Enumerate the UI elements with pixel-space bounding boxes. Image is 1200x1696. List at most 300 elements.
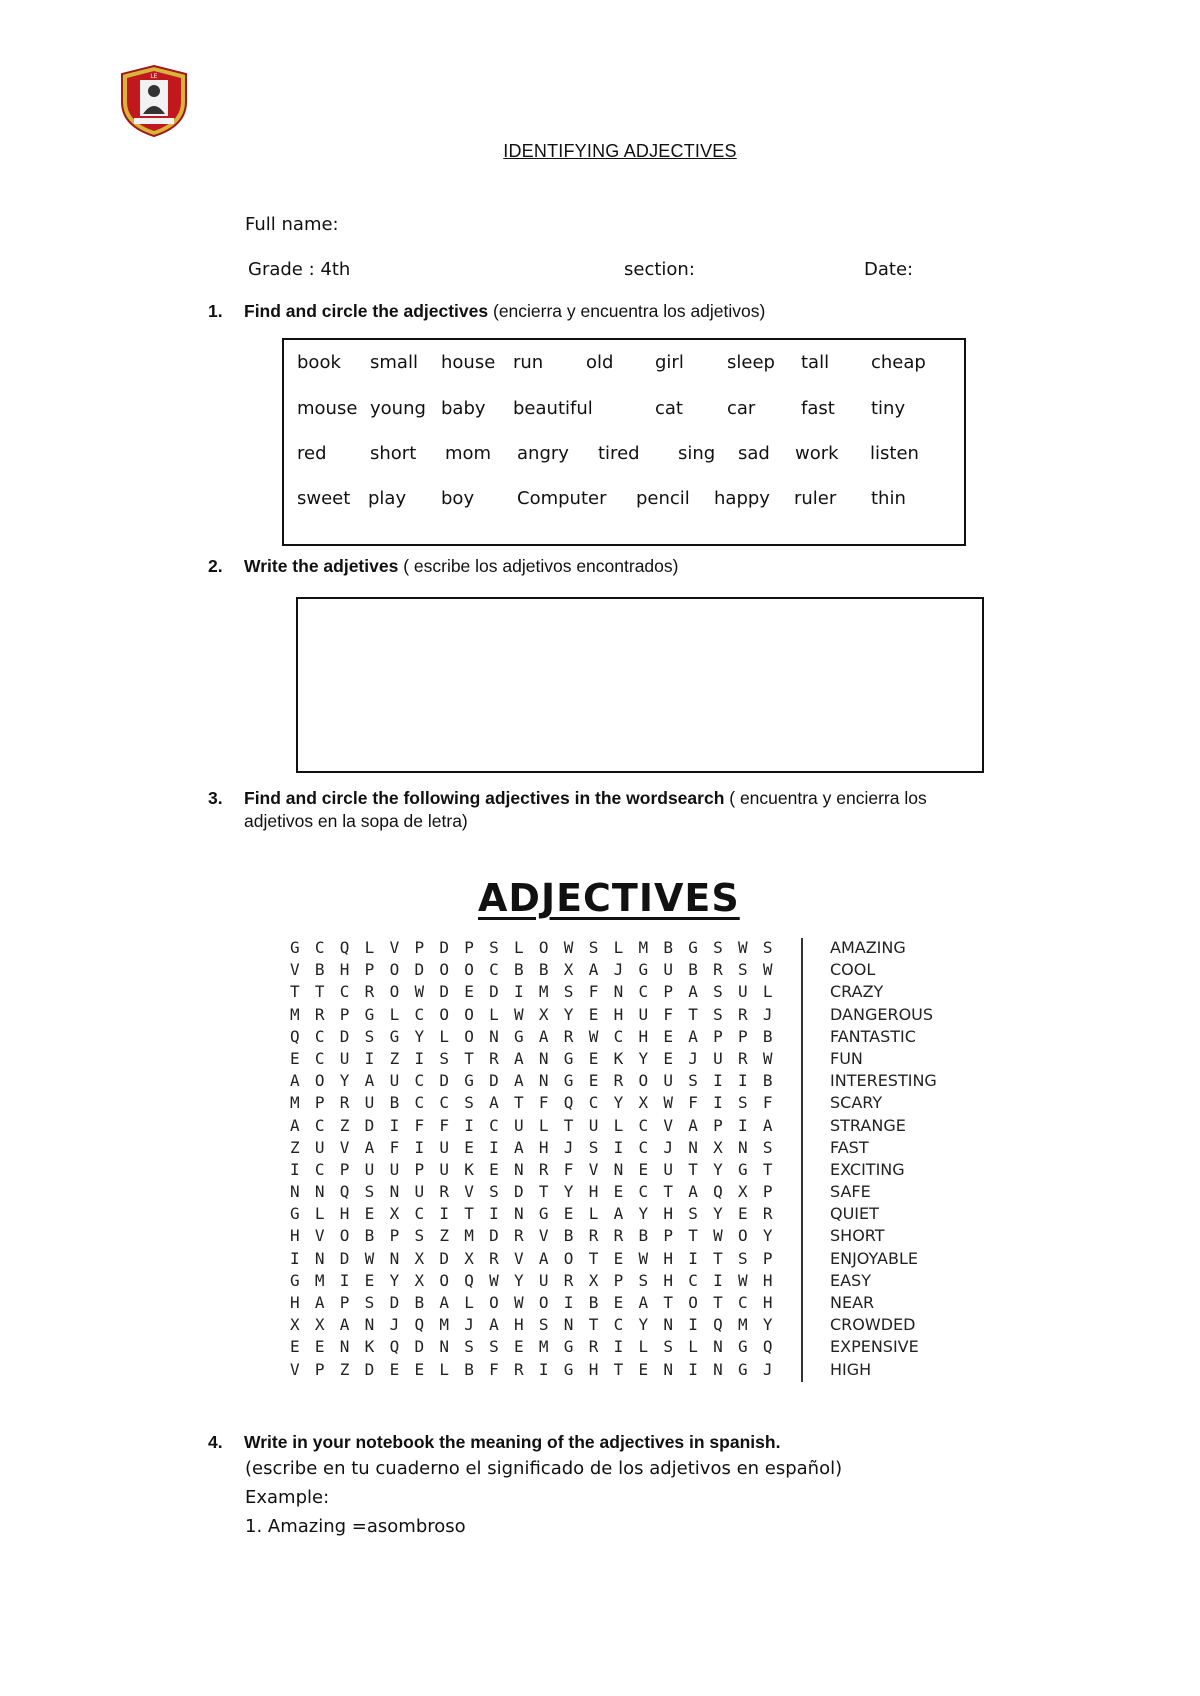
wordsearch-letter[interactable]: S <box>713 938 723 957</box>
wordsearch-letter[interactable]: P <box>339 1293 350 1312</box>
wordsearch-letter[interactable]: U <box>663 1159 673 1179</box>
wordsearch-letter[interactable]: E <box>613 1293 624 1312</box>
wordsearch-letter[interactable]: L <box>588 1204 599 1224</box>
wordsearch-letter[interactable]: M <box>290 1093 300 1113</box>
wordsearch-letter[interactable]: O <box>538 938 549 957</box>
wordsearch-letter[interactable]: L <box>389 1004 400 1024</box>
wordsearch-letter[interactable]: U <box>414 1182 425 1202</box>
wordsearch-letter[interactable]: N <box>489 1026 499 1046</box>
wordsearch-letter[interactable]: B <box>638 1226 649 1246</box>
wordsearch-letter[interactable]: M <box>314 1270 325 1290</box>
wordsearch-letter[interactable]: S <box>563 982 574 1002</box>
wordsearch-letter[interactable]: N <box>389 1248 400 1268</box>
wordsearch-letter[interactable]: U <box>663 960 673 980</box>
wordsearch-letter[interactable]: Q <box>414 1315 425 1335</box>
wordsearch-letter[interactable]: I <box>464 1115 474 1135</box>
wordsearch-letter[interactable]: T <box>538 1182 549 1202</box>
wordsearch-letter[interactable]: M <box>538 1337 549 1357</box>
answer-write-box[interactable] <box>296 597 984 773</box>
wordsearch-letter[interactable]: T <box>688 1004 698 1024</box>
wordsearch-letter[interactable]: S <box>688 1204 698 1224</box>
wordsearch-letter[interactable]: N <box>439 1337 449 1357</box>
wordsearch-letter[interactable]: D <box>439 938 449 957</box>
word-item[interactable]: listen <box>870 443 919 464</box>
word-item[interactable]: angry <box>517 443 569 464</box>
wordsearch-letter[interactable]: A <box>514 1137 524 1157</box>
wordsearch-letter[interactable]: J <box>563 1137 574 1157</box>
wordsearch-letter[interactable]: N <box>538 1071 549 1091</box>
wordsearch-letter[interactable]: K <box>613 1048 624 1068</box>
word-item[interactable]: sweet <box>297 488 351 509</box>
wordsearch-letter[interactable]: I <box>414 1137 425 1157</box>
wordsearch-letter[interactable]: X <box>738 1182 748 1202</box>
wordsearch-letter[interactable]: H <box>762 1270 773 1290</box>
wordsearch-letter[interactable]: Y <box>638 1048 649 1068</box>
wordsearch-letter[interactable]: R <box>713 960 723 980</box>
wordsearch-letter[interactable]: O <box>439 1270 449 1290</box>
wordsearch-letter[interactable]: W <box>762 1048 773 1068</box>
wordsearch-letter[interactable]: L <box>314 1204 325 1224</box>
wordsearch-letter[interactable]: I <box>738 1115 748 1135</box>
wordsearch-letter[interactable]: T <box>688 1226 698 1246</box>
wordsearch-letter[interactable]: G <box>738 1337 748 1357</box>
wordsearch-letter[interactable]: C <box>314 1159 325 1179</box>
wordsearch-letter[interactable]: W <box>663 1093 673 1113</box>
wordsearch-letter[interactable]: Y <box>389 1270 400 1290</box>
wordsearch-letter[interactable]: Z <box>339 1115 350 1135</box>
word-item[interactable]: tired <box>598 443 640 464</box>
wordsearch-letter[interactable]: G <box>688 938 698 957</box>
wordsearch-letter[interactable]: T <box>613 1359 624 1379</box>
wordsearch-letter[interactable]: Y <box>713 1159 723 1179</box>
wordsearch-letter[interactable]: W <box>638 1248 649 1268</box>
wordsearch-letter[interactable]: A <box>290 1071 300 1091</box>
wordsearch-letter[interactable]: M <box>738 1315 748 1335</box>
wordsearch-letter[interactable]: N <box>314 1248 325 1268</box>
wordsearch-letter[interactable]: H <box>638 1026 649 1046</box>
wordsearch-letter[interactable]: G <box>563 1337 574 1357</box>
wordsearch-letter[interactable]: M <box>464 1226 474 1246</box>
wordsearch-letter[interactable]: U <box>364 1093 375 1113</box>
wordsearch-letter[interactable]: C <box>688 1270 698 1290</box>
wordsearch-letter[interactable]: S <box>588 1137 599 1157</box>
wordsearch-letter[interactable]: M <box>439 1315 449 1335</box>
wordsearch-letter[interactable]: I <box>688 1359 698 1379</box>
wordsearch-letter[interactable]: I <box>713 1071 723 1091</box>
wordsearch-letter[interactable]: V <box>290 1359 300 1379</box>
wordsearch-letter[interactable]: X <box>414 1248 425 1268</box>
wordsearch-letter[interactable]: I <box>489 1137 499 1157</box>
wordsearch-letter[interactable]: L <box>364 938 375 957</box>
wordsearch-letter[interactable]: S <box>713 982 723 1002</box>
wordsearch-letter[interactable]: Y <box>638 1315 649 1335</box>
wordsearch-letter[interactable]: S <box>638 1270 649 1290</box>
wordsearch-letter[interactable]: A <box>514 1071 524 1091</box>
wordsearch-letter[interactable]: I <box>339 1270 350 1290</box>
wordsearch-letter[interactable]: C <box>314 1026 325 1046</box>
wordsearch-letter[interactable]: E <box>663 1048 673 1068</box>
wordsearch-letter[interactable]: R <box>738 1048 748 1068</box>
wordsearch-letter[interactable]: B <box>538 960 549 980</box>
wordsearch-letter[interactable]: C <box>613 1026 624 1046</box>
wordsearch-letter[interactable]: G <box>389 1026 400 1046</box>
wordsearch-letter[interactable]: S <box>663 1337 673 1357</box>
wordsearch-letter[interactable]: H <box>613 1004 624 1024</box>
wordsearch-letter[interactable]: M <box>638 938 649 957</box>
wordsearch-letter[interactable]: X <box>588 1270 599 1290</box>
wordsearch-letter[interactable]: D <box>489 1071 499 1091</box>
word-item[interactable]: thin <box>871 488 906 509</box>
wordsearch-letter[interactable]: S <box>738 1248 748 1268</box>
wordsearch-letter[interactable]: N <box>514 1159 524 1179</box>
wordsearch-letter[interactable]: Z <box>339 1359 350 1379</box>
wordsearch-letter[interactable]: H <box>663 1248 673 1268</box>
wordsearch-letter[interactable]: B <box>514 960 524 980</box>
wordsearch-letter[interactable]: J <box>613 960 624 980</box>
wordsearch-letter[interactable]: L <box>464 1293 474 1312</box>
wordsearch-letter[interactable]: L <box>613 1115 624 1135</box>
wordsearch-letter[interactable]: D <box>514 1182 524 1202</box>
wordsearch-letter[interactable]: I <box>389 1115 400 1135</box>
wordsearch-letter[interactable]: C <box>638 1115 649 1135</box>
wordsearch-letter[interactable]: C <box>314 938 325 957</box>
wordsearch-letter[interactable]: O <box>464 960 474 980</box>
wordsearch-letter[interactable]: S <box>364 1293 375 1312</box>
wordsearch-letter[interactable]: I <box>713 1093 723 1113</box>
wordsearch-letter[interactable]: C <box>414 1204 425 1224</box>
wordsearch-letter[interactable]: U <box>339 1048 350 1068</box>
wordsearch-letter[interactable]: U <box>389 1071 400 1091</box>
wordsearch-letter[interactable]: A <box>364 1137 375 1157</box>
wordsearch-letter[interactable]: N <box>613 1159 624 1179</box>
wordsearch-letter[interactable]: C <box>414 1004 425 1024</box>
wordsearch-letter[interactable]: X <box>538 1004 549 1024</box>
wordsearch-letter[interactable]: N <box>738 1137 748 1157</box>
wordsearch-letter[interactable]: A <box>538 1026 549 1046</box>
wordsearch-letter[interactable]: N <box>713 1359 723 1379</box>
wordsearch-letter[interactable]: S <box>588 938 599 957</box>
wordsearch-letter[interactable]: N <box>613 982 624 1002</box>
wordsearch-letter[interactable]: O <box>489 1293 499 1312</box>
wordsearch-letter[interactable]: V <box>663 1115 673 1135</box>
wordsearch-letter[interactable]: N <box>514 1204 524 1224</box>
wordsearch-letter[interactable]: Q <box>389 1337 400 1357</box>
wordsearch-letter[interactable]: A <box>514 1048 524 1068</box>
wordsearch-letter[interactable]: N <box>290 1182 300 1202</box>
wordsearch-letter[interactable]: G <box>290 1270 300 1290</box>
wordsearch-letter[interactable]: W <box>514 1004 524 1024</box>
wordsearch-letter[interactable]: Y <box>339 1071 350 1091</box>
wordsearch-letter[interactable]: D <box>439 1071 449 1091</box>
wordsearch-letter[interactable]: A <box>489 1315 499 1335</box>
wordsearch-letter[interactable]: I <box>613 1137 624 1157</box>
wordsearch-letter[interactable]: I <box>439 1204 449 1224</box>
wordsearch-letter[interactable]: E <box>588 1048 599 1068</box>
wordsearch-letter[interactable]: D <box>489 1226 499 1246</box>
wordsearch-letter[interactable]: J <box>464 1315 474 1335</box>
wordsearch-letter[interactable]: D <box>339 1026 350 1046</box>
wordsearch-letter[interactable]: E <box>464 982 474 1002</box>
wordsearch-letter[interactable]: S <box>489 1337 499 1357</box>
wordsearch-letter[interactable]: T <box>663 1293 673 1312</box>
wordsearch-letter[interactable]: L <box>613 938 624 957</box>
wordsearch-letter[interactable]: R <box>514 1359 524 1379</box>
wordsearch-letter[interactable]: L <box>439 1359 449 1379</box>
wordsearch-letter[interactable]: G <box>514 1026 524 1046</box>
wordsearch-letter[interactable]: E <box>290 1337 300 1357</box>
wordsearch-letter[interactable]: T <box>514 1093 524 1113</box>
wordsearch-letter[interactable]: I <box>364 1048 375 1068</box>
word-item[interactable]: tall <box>801 352 830 373</box>
wordsearch-letter[interactable]: G <box>290 938 300 957</box>
wordsearch-letter[interactable]: E <box>364 1204 375 1224</box>
wordsearch-letter[interactable]: C <box>489 1115 499 1135</box>
wordsearch-letter[interactable]: T <box>762 1159 773 1179</box>
wordsearch-letter[interactable]: R <box>588 1337 599 1357</box>
wordsearch-letter[interactable]: F <box>414 1115 425 1135</box>
wordsearch-letter[interactable]: E <box>290 1048 300 1068</box>
wordsearch-letter[interactable]: K <box>464 1159 474 1179</box>
wordsearch-letter[interactable]: M <box>290 1004 300 1024</box>
wordsearch-letter[interactable]: N <box>314 1182 325 1202</box>
wordsearch-letter[interactable]: V <box>588 1159 599 1179</box>
wordsearch-letter[interactable]: Q <box>713 1182 723 1202</box>
wordsearch-letter[interactable]: E <box>588 1071 599 1091</box>
wordsearch-letter[interactable]: E <box>464 1137 474 1157</box>
wordsearch-letter[interactable]: W <box>738 938 748 957</box>
wordsearch-letter[interactable]: B <box>314 960 325 980</box>
wordsearch-letter[interactable]: A <box>613 1204 624 1224</box>
wordsearch-letter[interactable]: R <box>339 1093 350 1113</box>
wordsearch-letter[interactable]: Z <box>389 1048 400 1068</box>
wordsearch-letter[interactable]: Q <box>762 1337 773 1357</box>
wordsearch-letter[interactable]: Q <box>713 1315 723 1335</box>
wordsearch-letter[interactable]: I <box>489 1204 499 1224</box>
wordsearch-letter[interactable]: Q <box>339 938 350 957</box>
wordsearch-letter[interactable]: G <box>290 1204 300 1224</box>
wordsearch-letter[interactable]: H <box>290 1226 300 1246</box>
wordsearch-letter[interactable]: L <box>514 938 524 957</box>
wordsearch-letter[interactable]: A <box>364 1071 375 1091</box>
wordsearch-letter[interactable]: P <box>663 1226 673 1246</box>
wordsearch-letter[interactable]: W <box>738 1270 748 1290</box>
wordsearch-letter[interactable]: G <box>464 1071 474 1091</box>
wordsearch-letter[interactable]: U <box>713 1048 723 1068</box>
wordsearch-letter[interactable]: E <box>738 1204 748 1224</box>
wordsearch-letter[interactable]: E <box>414 1359 425 1379</box>
wordsearch-letter[interactable]: O <box>688 1293 698 1312</box>
wordsearch-letter[interactable]: O <box>389 982 400 1002</box>
wordsearch-letter[interactable]: U <box>538 1270 549 1290</box>
wordsearch-letter[interactable]: W <box>489 1270 499 1290</box>
wordsearch-letter[interactable]: Y <box>713 1204 723 1224</box>
wordsearch-letter[interactable]: U <box>389 1159 400 1179</box>
word-item[interactable]: girl <box>655 352 684 373</box>
wordsearch-letter[interactable]: D <box>389 1293 400 1312</box>
wordsearch-grid[interactable] <box>290 938 788 1382</box>
wordsearch-letter[interactable]: T <box>314 982 325 1002</box>
wordsearch-letter[interactable]: G <box>638 960 649 980</box>
wordsearch-letter[interactable]: A <box>688 982 698 1002</box>
wordsearch-letter[interactable]: Z <box>290 1137 300 1157</box>
wordsearch-letter[interactable]: R <box>538 1159 549 1179</box>
wordsearch-letter[interactable]: D <box>339 1248 350 1268</box>
wordsearch-letter[interactable]: O <box>439 960 449 980</box>
wordsearch-letter[interactable]: E <box>588 1004 599 1024</box>
word-item[interactable]: cheap <box>871 352 926 373</box>
wordsearch-letter[interactable]: R <box>314 1004 325 1024</box>
word-item[interactable]: beautiful <box>513 398 593 419</box>
wordsearch-letter[interactable]: R <box>514 1226 524 1246</box>
wordsearch-letter[interactable]: R <box>588 1226 599 1246</box>
word-item[interactable]: tiny <box>871 398 906 419</box>
wordsearch-letter[interactable]: V <box>538 1226 549 1246</box>
wordsearch-letter[interactable]: A <box>588 960 599 980</box>
wordsearch-letter[interactable]: G <box>563 1048 574 1068</box>
wordsearch-letter[interactable]: T <box>588 1248 599 1268</box>
word-item[interactable]: run <box>513 352 544 373</box>
word-item[interactable]: fast <box>801 398 835 419</box>
wordsearch-letter[interactable]: X <box>563 960 574 980</box>
wordsearch-letter[interactable]: T <box>464 1204 474 1224</box>
word-item[interactable]: short <box>370 443 417 464</box>
wordsearch-letter[interactable]: E <box>663 1026 673 1046</box>
wordsearch-letter[interactable]: E <box>314 1337 325 1357</box>
wordsearch-letter[interactable]: S <box>364 1182 375 1202</box>
wordsearch-letter[interactable]: N <box>339 1337 350 1357</box>
wordsearch-letter[interactable]: S <box>738 1093 748 1113</box>
wordsearch-letter[interactable]: U <box>663 1071 673 1091</box>
wordsearch-letter[interactable]: N <box>688 1137 698 1157</box>
wordsearch-letter[interactable]: S <box>489 938 499 957</box>
wordsearch-letter[interactable]: S <box>414 1226 425 1246</box>
wordsearch-letter[interactable]: W <box>588 1026 599 1046</box>
word-item[interactable]: ruler <box>794 488 837 509</box>
wordsearch-letter[interactable]: B <box>762 1071 773 1091</box>
wordsearch-letter[interactable]: O <box>464 1026 474 1046</box>
wordsearch-letter[interactable]: W <box>563 938 574 957</box>
wordsearch-letter[interactable]: L <box>688 1337 698 1357</box>
wordsearch-letter[interactable]: U <box>638 1004 649 1024</box>
wordsearch-letter[interactable]: O <box>538 1293 549 1312</box>
wordsearch-letter[interactable]: I <box>613 1337 624 1357</box>
word-item[interactable]: work <box>795 443 839 464</box>
wordsearch-letter[interactable]: X <box>290 1315 300 1335</box>
wordsearch-letter[interactable]: T <box>588 1315 599 1335</box>
wordsearch-letter[interactable]: O <box>314 1071 325 1091</box>
wordsearch-letter[interactable]: B <box>364 1226 375 1246</box>
wordsearch-letter[interactable]: C <box>588 1093 599 1113</box>
wordsearch-letter[interactable]: X <box>414 1270 425 1290</box>
wordsearch-letter[interactable]: Y <box>414 1026 425 1046</box>
wordsearch-letter[interactable]: L <box>439 1026 449 1046</box>
word-item[interactable]: boy <box>441 488 475 509</box>
wordsearch-letter[interactable]: H <box>588 1359 599 1379</box>
wordsearch-letter[interactable]: B <box>464 1359 474 1379</box>
word-item[interactable]: sleep <box>727 352 775 373</box>
wordsearch-letter[interactable]: W <box>414 982 425 1002</box>
wordsearch-letter[interactable]: H <box>290 1293 300 1312</box>
wordsearch-letter[interactable]: U <box>364 1159 375 1179</box>
wordsearch-letter[interactable]: W <box>713 1226 723 1246</box>
word-item[interactable]: happy <box>714 488 770 509</box>
wordsearch-letter[interactable]: N <box>663 1359 673 1379</box>
wordsearch-letter[interactable]: V <box>339 1137 350 1157</box>
wordsearch-letter[interactable]: B <box>563 1226 574 1246</box>
wordsearch-letter[interactable]: I <box>713 1270 723 1290</box>
wordsearch-letter[interactable]: E <box>613 1182 624 1202</box>
wordsearch-letter[interactable]: O <box>389 960 400 980</box>
wordsearch-letter[interactable]: H <box>514 1315 524 1335</box>
wordsearch-letter[interactable]: B <box>389 1093 400 1113</box>
word-item[interactable]: pencil <box>636 488 690 509</box>
wordsearch-letter[interactable]: P <box>613 1270 624 1290</box>
wordsearch-letter[interactable]: J <box>762 1004 773 1024</box>
wordsearch-letter[interactable]: C <box>738 1293 748 1312</box>
wordsearch-letter[interactable]: Q <box>339 1182 350 1202</box>
wordsearch-letter[interactable]: P <box>738 1026 748 1046</box>
wordsearch-letter[interactable]: T <box>713 1293 723 1312</box>
wordsearch-letter[interactable]: W <box>514 1293 524 1312</box>
wordsearch-letter[interactable]: P <box>713 1115 723 1135</box>
wordsearch-letter[interactable]: E <box>389 1359 400 1379</box>
wordsearch-letter[interactable]: K <box>364 1337 375 1357</box>
wordsearch-letter[interactable]: S <box>464 1093 474 1113</box>
wordsearch-letter[interactable]: S <box>439 1048 449 1068</box>
wordsearch-letter[interactable]: B <box>663 938 673 957</box>
wordsearch-letter[interactable]: X <box>314 1315 325 1335</box>
wordsearch-letter[interactable]: Q <box>464 1270 474 1290</box>
wordsearch-letter[interactable]: A <box>538 1248 549 1268</box>
wordsearch-letter[interactable]: W <box>762 960 773 980</box>
wordsearch-letter[interactable]: G <box>538 1204 549 1224</box>
word-item[interactable]: baby <box>441 398 486 419</box>
wordsearch-letter[interactable]: F <box>762 1093 773 1113</box>
wordsearch-letter[interactable]: D <box>414 960 425 980</box>
wordsearch-letter[interactable]: D <box>364 1115 375 1135</box>
wordsearch-letter[interactable]: H <box>663 1204 673 1224</box>
wordsearch-letter[interactable]: G <box>563 1071 574 1091</box>
wordsearch-letter[interactable]: U <box>439 1137 449 1157</box>
wordsearch-letter[interactable]: A <box>339 1315 350 1335</box>
wordsearch-letter[interactable]: Q <box>563 1093 574 1113</box>
wordsearch-letter[interactable]: R <box>563 1026 574 1046</box>
word-item[interactable]: sing <box>678 443 716 464</box>
wordsearch-letter[interactable]: C <box>613 1315 624 1335</box>
wordsearch-letter[interactable]: P <box>762 1182 773 1202</box>
wordsearch-letter[interactable]: P <box>414 1159 425 1179</box>
wordsearch-letter[interactable]: E <box>638 1159 649 1179</box>
word-item[interactable]: mom <box>445 443 492 464</box>
word-item[interactable]: house <box>441 352 496 373</box>
wordsearch-letter[interactable]: H <box>339 1204 350 1224</box>
wordsearch-letter[interactable]: S <box>762 938 773 957</box>
wordsearch-letter[interactable]: V <box>514 1248 524 1268</box>
wordsearch-letter[interactable]: P <box>339 1159 350 1179</box>
word-item[interactable]: old <box>586 352 614 373</box>
wordsearch-letter[interactable]: I <box>514 982 524 1002</box>
wordsearch-letter[interactable]: P <box>314 1093 325 1113</box>
wordsearch-letter[interactable]: P <box>389 1226 400 1246</box>
wordsearch-letter[interactable]: E <box>563 1204 574 1224</box>
wordsearch-letter[interactable]: G <box>563 1359 574 1379</box>
wordsearch-letter[interactable]: L <box>638 1337 649 1357</box>
word-item[interactable]: play <box>368 488 407 509</box>
wordsearch-letter[interactable]: R <box>439 1182 449 1202</box>
wordsearch-letter[interactable]: R <box>489 1248 499 1268</box>
word-item[interactable]: car <box>727 398 756 419</box>
wordsearch-letter[interactable]: Y <box>613 1093 624 1113</box>
